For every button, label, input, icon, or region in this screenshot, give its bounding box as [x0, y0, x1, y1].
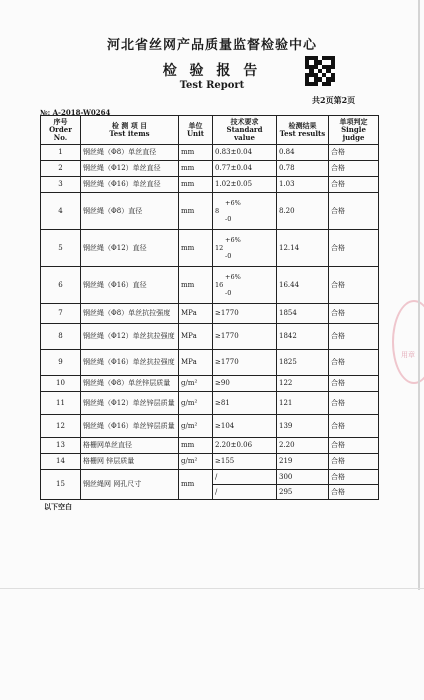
- page-info: 共2页第2页: [312, 95, 356, 105]
- header-test-results: 检测结果 Test results: [277, 116, 329, 145]
- table-row: 4 钢丝绳（Φ8）直径 mm +6% 8 -0 8.20 合格: [41, 193, 379, 230]
- seal-text: 用章: [401, 351, 415, 359]
- table-row: 1 钢丝绳（Φ8）单丝直径 mm 0.83±0.04 0.84 合格: [41, 145, 379, 161]
- page-bottom-divider: [0, 588, 424, 589]
- table-row: 2 钢丝绳（Φ12）单丝直径 mm 0.77±0.04 0.78 合格: [41, 161, 379, 177]
- institution-name: 河北省丝网产品质量监督检验中心: [106, 38, 317, 53]
- test-results-table: [40, 115, 379, 500]
- table-row: 14 格栅网 锌层质量 g/m² ≥155 219 合格: [41, 454, 379, 470]
- table-row: 11 钢丝绳（Φ12）单丝锌层质量 g/m² ≥81 121 合格: [41, 392, 379, 415]
- table-row: 3 钢丝绳（Φ16）单丝直径 mm 1.02±0.05 1.03 合格: [41, 177, 379, 193]
- table-row: 13 格栅网单丝直径 mm 2.20±0.06 2.20 合格: [41, 438, 379, 454]
- header-single-judge: 单项判定 Single judge: [329, 116, 379, 145]
- tolerance-value: +6% 16 -0: [213, 267, 277, 304]
- table-row: 15 钢丝绳网 网孔尺寸 mm / 300 合格: [41, 470, 379, 485]
- header-test-items: 检 测 项 目 Test items: [81, 116, 179, 145]
- report-number: №: A-2018-W0264: [40, 108, 111, 117]
- table-row: 8 钢丝绳（Φ12）单丝抗拉强度 MPa ≥1770 1842 合格: [41, 324, 379, 350]
- table-row: 12 钢丝绳（Φ16）单丝锌层质量 g/m² ≥104 139 合格: [41, 415, 379, 438]
- table-row: 9 钢丝绳（Φ16）单丝抗拉强度 MPa ≥1770 1825 合格: [41, 350, 379, 376]
- header-order-no: 序号 Order No.: [41, 116, 81, 145]
- qr-code-icon: [305, 56, 335, 86]
- page-edge-divider: [418, 0, 420, 590]
- table-row: 7 钢丝绳（Φ8）单丝抗拉强度 MPa ≥1770 1854 合格: [41, 304, 379, 324]
- table-row: / 295 合格: [41, 485, 379, 500]
- tolerance-value: +6% 8 -0: [213, 193, 277, 230]
- table-row: 10 钢丝绳（Φ8）单丝锌层质量 g/m² ≥90 122 合格: [41, 376, 379, 392]
- table-header-row: [41, 116, 379, 145]
- header-unit: 单位 Unit: [179, 116, 213, 145]
- table-row: 5 钢丝绳（Φ12）直径 mm +6% 12 -0 12.14 合格: [41, 230, 379, 267]
- report-title-en: Test Report: [179, 80, 245, 91]
- tolerance-value: +6% 12 -0: [213, 230, 277, 267]
- table-row: 6 钢丝绳（Φ16）直径 mm +6% 16 -0 16.44 合格: [41, 267, 379, 304]
- blank-below-note: 以下空白: [44, 502, 72, 511]
- report-title-cn: 检 验 报 告: [162, 63, 262, 79]
- header-standard-value: 技术要求 Standard value: [213, 116, 277, 145]
